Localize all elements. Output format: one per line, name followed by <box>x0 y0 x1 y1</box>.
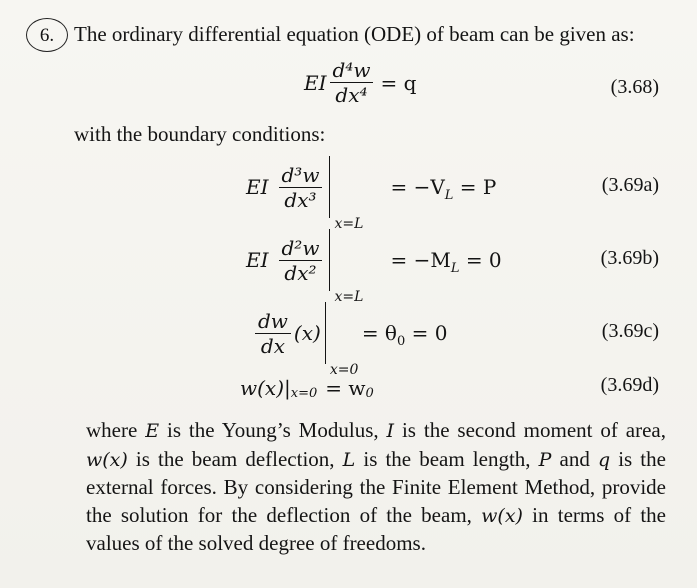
equation-3-69a <box>246 156 497 232</box>
eq369b-rhs-sub: L <box>450 261 460 276</box>
eq369d-lhs: w(x)| <box>240 376 291 400</box>
eq369b-rhs-group <box>390 248 502 276</box>
eq369d-label: (3.69d) <box>600 374 659 396</box>
eq369b-eval-bar <box>329 229 364 305</box>
eq369b-numerator: d²w <box>281 235 320 260</box>
para-var-q: q <box>597 448 611 471</box>
eq369c-rhs-group <box>361 321 448 349</box>
question-intro: The ordinary differential equation (ODE) of beam can be given as: <box>74 22 635 46</box>
eq368-fraction <box>330 58 374 107</box>
eq369b-rhs: = −M <box>390 248 451 272</box>
eq369c-eval-point: x=0 <box>329 362 359 378</box>
eq369b-denominator: dx² <box>284 260 317 285</box>
eq369b-rhs-tail: = 0 <box>465 248 502 272</box>
equation-3-69d <box>240 376 374 400</box>
equation-3-69c <box>252 302 448 378</box>
para-var-I: I <box>386 420 395 442</box>
para-var-L: L <box>342 448 356 471</box>
para-var-wx-1: w(x) <box>86 448 128 471</box>
para-var-wx-2: w(x) <box>481 504 523 527</box>
eq369a-rhs: = −V <box>390 175 445 199</box>
eq368-coef: EI <box>304 70 327 95</box>
para-text-7: is the external forces. By considering the Finite Element Method, provide the solution for the deflection of the beam, <box>86 446 666 527</box>
eq369a-eval-point: x=L <box>334 216 364 232</box>
eq369c-denominator: dx <box>260 333 285 358</box>
eq369d-rhs-sub: 0 <box>365 385 374 401</box>
question-number: 6. <box>39 25 55 46</box>
eq369c-rhs-tail: = 0 <box>411 321 448 345</box>
para-var-E: E <box>145 420 160 442</box>
para-text-4: is the beam deflection, <box>127 446 343 471</box>
para-text-1: where <box>86 418 146 442</box>
eq369a-rhs-sub: L <box>444 188 454 203</box>
eq369c-fraction <box>255 309 291 358</box>
eq369c-rhs-sub: 0 <box>396 334 406 349</box>
equation-3-68 <box>304 58 416 107</box>
eq369a-rhs-group <box>390 175 497 203</box>
para-text-3: is the second moment of area, <box>394 418 666 442</box>
eq369b-fraction <box>279 236 323 285</box>
eq369c-arg: (x) <box>293 321 321 345</box>
eq369d-rhs: = w <box>325 376 366 400</box>
equation-3-69b <box>246 229 502 305</box>
eq369a-numerator: d³w <box>281 162 320 187</box>
eq369b-eval-point: x=L <box>334 289 364 305</box>
eq369b-coef: EI <box>246 248 269 272</box>
eq368-denominator: dx⁴ <box>335 83 368 107</box>
eq369c-numerator: dw <box>258 308 288 333</box>
para-text-8: in terms of the values of the solved degree of freedoms. <box>86 502 667 555</box>
para-text-2: is the Young’s Modulus, <box>159 418 387 442</box>
eq369a-label: (3.69a) <box>601 174 659 196</box>
eq369a-rhs-tail: = P <box>459 175 497 199</box>
eq369a-coef: EI <box>246 175 269 199</box>
eq369b-label: (3.69b) <box>600 247 659 269</box>
eq368-label: (3.68) <box>610 76 659 98</box>
para-text-5: is the beam length, <box>355 446 539 471</box>
eq369c-label: (3.69c) <box>601 320 659 342</box>
eq369a-eval-bar <box>329 156 364 232</box>
eq369a-denominator: dx³ <box>284 187 317 212</box>
explanation-paragraph <box>86 417 666 558</box>
eq369c-rhs: = θ <box>361 321 397 345</box>
para-text-6: and <box>551 446 598 471</box>
question-number-circle <box>26 18 68 52</box>
eq369a-fraction <box>279 163 323 212</box>
eq368-numerator: d⁴w <box>332 58 371 82</box>
para-var-P: P <box>538 448 552 471</box>
eq368-rhs: = q <box>380 70 417 95</box>
boundary-conditions-intro: with the boundary conditions: <box>74 122 326 146</box>
eq369c-eval-bar <box>325 302 359 378</box>
eq369d-eval-point: x=0 <box>290 385 318 401</box>
